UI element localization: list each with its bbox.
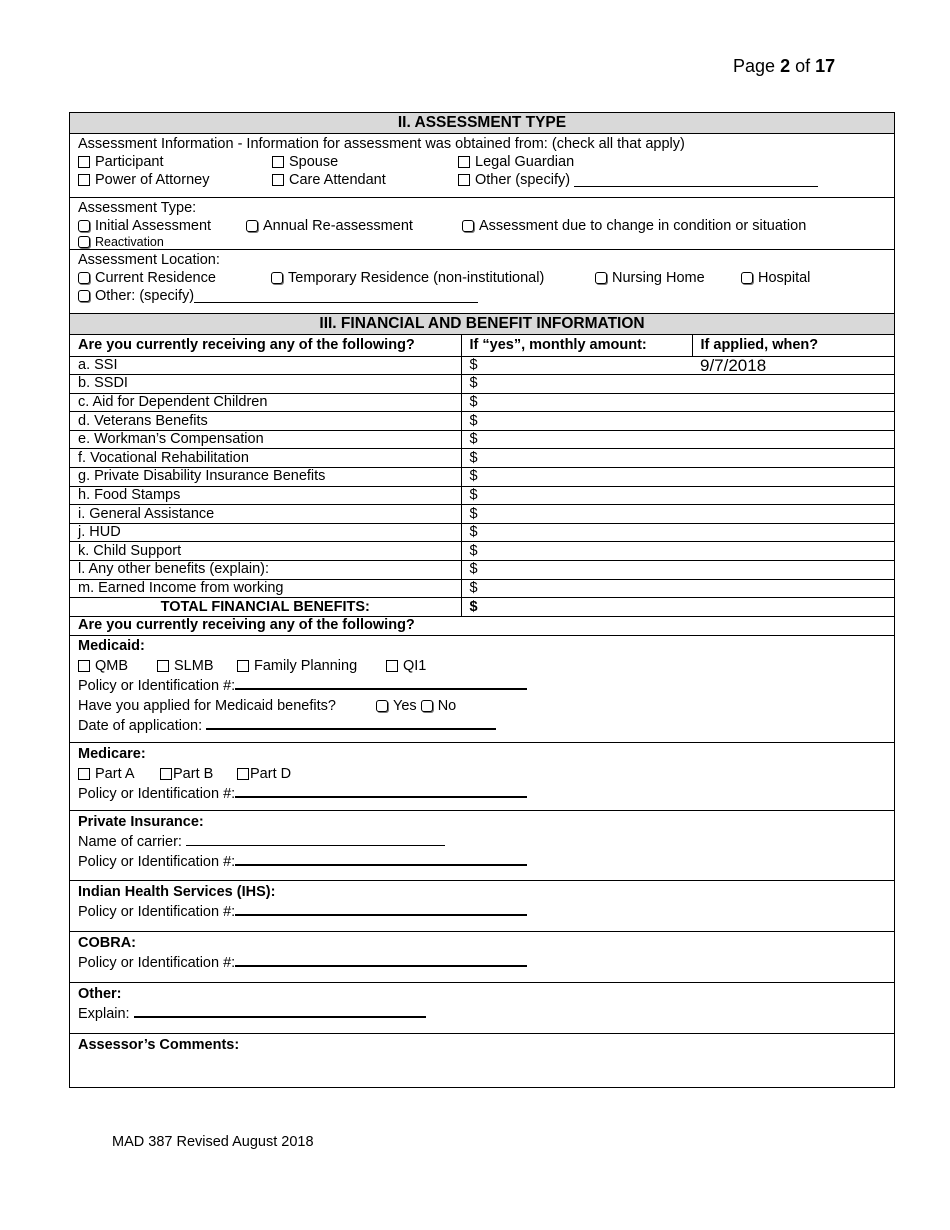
label-current-residence: Current Residence — [95, 270, 216, 286]
comments-field[interactable] — [78, 1055, 886, 1083]
benefit-row — [70, 486, 894, 505]
benefit-label: g. Private Disability Insurance Benefits — [70, 468, 461, 487]
checkbox-part-a[interactable] — [78, 768, 90, 780]
medicaid-policy-field[interactable] — [235, 676, 527, 690]
label-power-of-attorney: Power of Attorney — [95, 172, 210, 188]
page-current: 2 — [780, 56, 791, 76]
section-3-title: III. FINANCIAL AND BENEFIT INFORMATION — [70, 314, 894, 335]
label-change-in-condition: Assessment due to change in condition or situation — [479, 218, 807, 234]
checkbox-qi1[interactable] — [386, 660, 398, 672]
info-intro: Assessment Information - Information for assessment was obtained from: (check all that apply) — [78, 136, 685, 152]
carrier-label: Name of carrier: — [78, 833, 182, 850]
checkbox-qmb[interactable] — [78, 660, 90, 672]
label-part-d: Part D — [250, 765, 292, 782]
label-other-location: Other: (specify) — [95, 288, 195, 304]
label-temporary-residence: Temporary Residence (non-institutional) — [288, 270, 545, 286]
header-applied-when: If applied, when? — [692, 335, 894, 356]
benefit-label: e. Workman’s Compensation — [70, 430, 461, 449]
benefit-amount[interactable]: $ — [461, 356, 692, 375]
other-location-field[interactable] — [194, 289, 478, 303]
medicare-policy-field[interactable] — [235, 784, 527, 798]
label-initial-assessment: Initial Assessment — [95, 218, 212, 234]
medicaid-date-label: Date of application: — [78, 717, 203, 734]
medicaid-applied-question: Have you applied for Medicaid benefits? — [78, 697, 336, 714]
footer-text: MAD 387 Revised August 2018 — [112, 1134, 314, 1150]
label-reactivation: Reactivation — [95, 235, 164, 249]
ihs-title: Indian Health Services (IHS): — [78, 883, 276, 900]
other-title: Other: — [78, 985, 122, 1002]
medicaid-block — [70, 636, 894, 743]
cobra-policy-field[interactable] — [235, 953, 527, 967]
benefit-row — [70, 393, 894, 412]
checkbox-nursing-home[interactable] — [595, 272, 607, 284]
benefit-applied-date[interactable] — [692, 542, 894, 561]
benefit-row — [70, 579, 894, 598]
checkbox-slmb[interactable] — [157, 660, 169, 672]
checkbox-legal-guardian[interactable] — [458, 156, 470, 168]
benefit-row — [70, 505, 894, 524]
checkbox-hospital[interactable] — [741, 272, 753, 284]
benefit-label: h. Food Stamps — [70, 486, 461, 505]
benefit-amount[interactable]: $ — [461, 505, 692, 524]
assessment-form — [69, 112, 895, 1088]
label-medicaid-yes: Yes — [393, 697, 417, 714]
medicaid-date-field[interactable] — [206, 716, 496, 730]
benefit-label: k. Child Support — [70, 542, 461, 561]
benefit-applied-date[interactable] — [692, 412, 894, 431]
benefit-applied-date[interactable] — [692, 430, 894, 449]
private-policy-label: Policy or Identification #: — [78, 853, 236, 870]
label-other-source: Other (specify) — [475, 172, 571, 188]
checkbox-initial-assessment[interactable] — [78, 220, 90, 232]
benefit-applied-date[interactable] — [692, 375, 894, 394]
private-policy-field[interactable] — [235, 852, 527, 866]
benefit-row — [70, 523, 894, 542]
label-nursing-home: Nursing Home — [612, 270, 705, 286]
total-amount[interactable]: $ — [461, 598, 692, 617]
label-family-planning: Family Planning — [254, 657, 358, 674]
page-total: 17 — [815, 56, 836, 76]
checkbox-current-residence[interactable] — [78, 272, 90, 284]
benefit-row — [70, 430, 894, 449]
info-sources-block — [70, 134, 894, 198]
ihs-block — [70, 881, 894, 932]
benefits-table — [70, 335, 894, 635]
label-qi1: QI1 — [403, 657, 427, 674]
benefit-row — [70, 561, 894, 580]
benefit-applied-date[interactable]: 9/7/2018 — [692, 356, 894, 375]
cobra-title: COBRA: — [78, 934, 136, 951]
medicare-block — [70, 743, 894, 811]
total-row — [70, 598, 894, 617]
label-slmb: SLMB — [174, 657, 214, 674]
benefit-amount[interactable]: $ — [461, 375, 692, 394]
benefit-applied-date[interactable] — [692, 486, 894, 505]
benefit-applied-date[interactable] — [692, 505, 894, 524]
other-explain-field[interactable] — [134, 1004, 426, 1018]
receiving-label: Are you currently receiving any of the following? — [78, 617, 415, 634]
ihs-policy-field[interactable] — [235, 902, 527, 916]
benefit-applied-date[interactable] — [692, 561, 894, 580]
medicare-title: Medicare: — [78, 745, 146, 762]
checkbox-other-source[interactable] — [458, 174, 470, 186]
checkbox-other-location[interactable] — [78, 290, 90, 302]
benefit-label: l. Any other benefits (explain): — [70, 561, 461, 580]
assessment-type-label: Assessment Type: — [78, 200, 197, 216]
private-insurance-title: Private Insurance: — [78, 813, 204, 830]
label-medicaid-no: No — [437, 697, 457, 714]
assessment-location-block — [70, 250, 894, 314]
checkbox-care-attendant[interactable] — [272, 174, 284, 186]
benefit-applied-date[interactable] — [692, 393, 894, 412]
total-label: TOTAL FINANCIAL BENEFITS: — [70, 598, 461, 617]
benefit-row — [70, 356, 894, 375]
checkbox-annual-reassessment[interactable] — [246, 220, 258, 232]
checkbox-change-in-condition[interactable] — [462, 220, 474, 232]
medicare-policy-label: Policy or Identification #: — [78, 785, 236, 802]
receiving-row — [70, 616, 894, 635]
checkbox-family-planning[interactable] — [237, 660, 249, 672]
benefit-applied-date[interactable] — [692, 468, 894, 487]
ihs-policy-label: Policy or Identification #: — [78, 903, 236, 920]
label-qmb: QMB — [95, 657, 129, 674]
header-monthly-amount: If “yes”, monthly amount: — [461, 335, 692, 356]
benefit-amount[interactable]: $ — [461, 412, 692, 431]
benefits-table-wrap — [70, 335, 894, 636]
benefit-amount[interactable]: $ — [461, 468, 692, 487]
checkbox-part-b[interactable] — [160, 768, 172, 780]
checkbox-reactivation[interactable] — [78, 236, 90, 248]
benefit-amount[interactable]: $ — [461, 430, 692, 449]
section-2-title: II. ASSESSMENT TYPE — [70, 113, 894, 134]
label-care-attendant: Care Attendant — [289, 172, 386, 188]
cobra-block — [70, 932, 894, 983]
benefit-applied-date[interactable] — [692, 523, 894, 542]
page-of: of — [795, 56, 811, 76]
label-hospital: Hospital — [758, 270, 811, 286]
benefit-label: b. SSDI — [70, 375, 461, 394]
medicaid-title: Medicaid: — [78, 637, 145, 654]
benefit-amount[interactable]: $ — [461, 523, 692, 542]
comments-title: Assessor’s Comments: — [78, 1036, 240, 1053]
checkbox-participant[interactable] — [78, 156, 90, 168]
label-annual-reassessment: Annual Re-assessment — [263, 218, 413, 234]
benefit-row — [70, 449, 894, 468]
benefit-row — [70, 468, 894, 487]
total-when — [692, 598, 894, 617]
benefit-amount[interactable]: $ — [461, 393, 692, 412]
benefit-applied-date[interactable] — [692, 449, 894, 468]
page-label: Page — [733, 56, 776, 76]
benefit-amount[interactable]: $ — [461, 579, 692, 598]
benefit-applied-date[interactable] — [692, 579, 894, 598]
benefit-row — [70, 412, 894, 431]
other-block — [70, 983, 894, 1034]
benefit-label: c. Aid for Dependent Children — [70, 393, 461, 412]
benefits-header-row — [70, 335, 894, 356]
assessment-location-label: Assessment Location: — [78, 252, 220, 268]
benefit-amount[interactable]: $ — [461, 486, 692, 505]
other-explain-label: Explain: — [78, 1005, 130, 1022]
page-number — [733, 56, 835, 77]
cobra-policy-label: Policy or Identification #: — [78, 954, 236, 971]
benefit-label: a. SSI — [70, 356, 461, 375]
checkbox-medicaid-yes[interactable] — [376, 700, 388, 712]
checkbox-power-of-attorney[interactable] — [78, 174, 90, 186]
label-part-b: Part B — [173, 765, 214, 782]
benefit-amount[interactable]: $ — [461, 561, 692, 580]
other-source-field[interactable] — [574, 173, 818, 187]
checkbox-spouse[interactable] — [272, 156, 284, 168]
private-insurance-block — [70, 811, 894, 881]
comments-block — [70, 1034, 894, 1087]
benefit-amount[interactable]: $ — [461, 449, 692, 468]
carrier-field[interactable] — [186, 832, 445, 846]
benefit-label: i. General Assistance — [70, 505, 461, 524]
label-spouse: Spouse — [289, 154, 339, 170]
medicaid-policy-label: Policy or Identification #: — [78, 677, 236, 694]
assessment-type-block — [70, 198, 894, 250]
label-participant: Participant — [95, 154, 164, 170]
label-part-a: Part A — [95, 765, 135, 782]
benefit-row — [70, 542, 894, 561]
checkbox-part-d[interactable] — [237, 768, 249, 780]
benefit-label: d. Veterans Benefits — [70, 412, 461, 431]
checkbox-temporary-residence[interactable] — [271, 272, 283, 284]
benefit-row — [70, 375, 894, 394]
benefit-label: j. HUD — [70, 523, 461, 542]
benefit-amount[interactable]: $ — [461, 542, 692, 561]
benefit-label: m. Earned Income from working — [70, 579, 461, 598]
benefit-label: f. Vocational Rehabilitation — [70, 449, 461, 468]
checkbox-medicaid-no[interactable] — [421, 700, 433, 712]
label-legal-guardian: Legal Guardian — [475, 154, 575, 170]
header-receiving: Are you currently receiving any of the following? — [70, 335, 461, 356]
